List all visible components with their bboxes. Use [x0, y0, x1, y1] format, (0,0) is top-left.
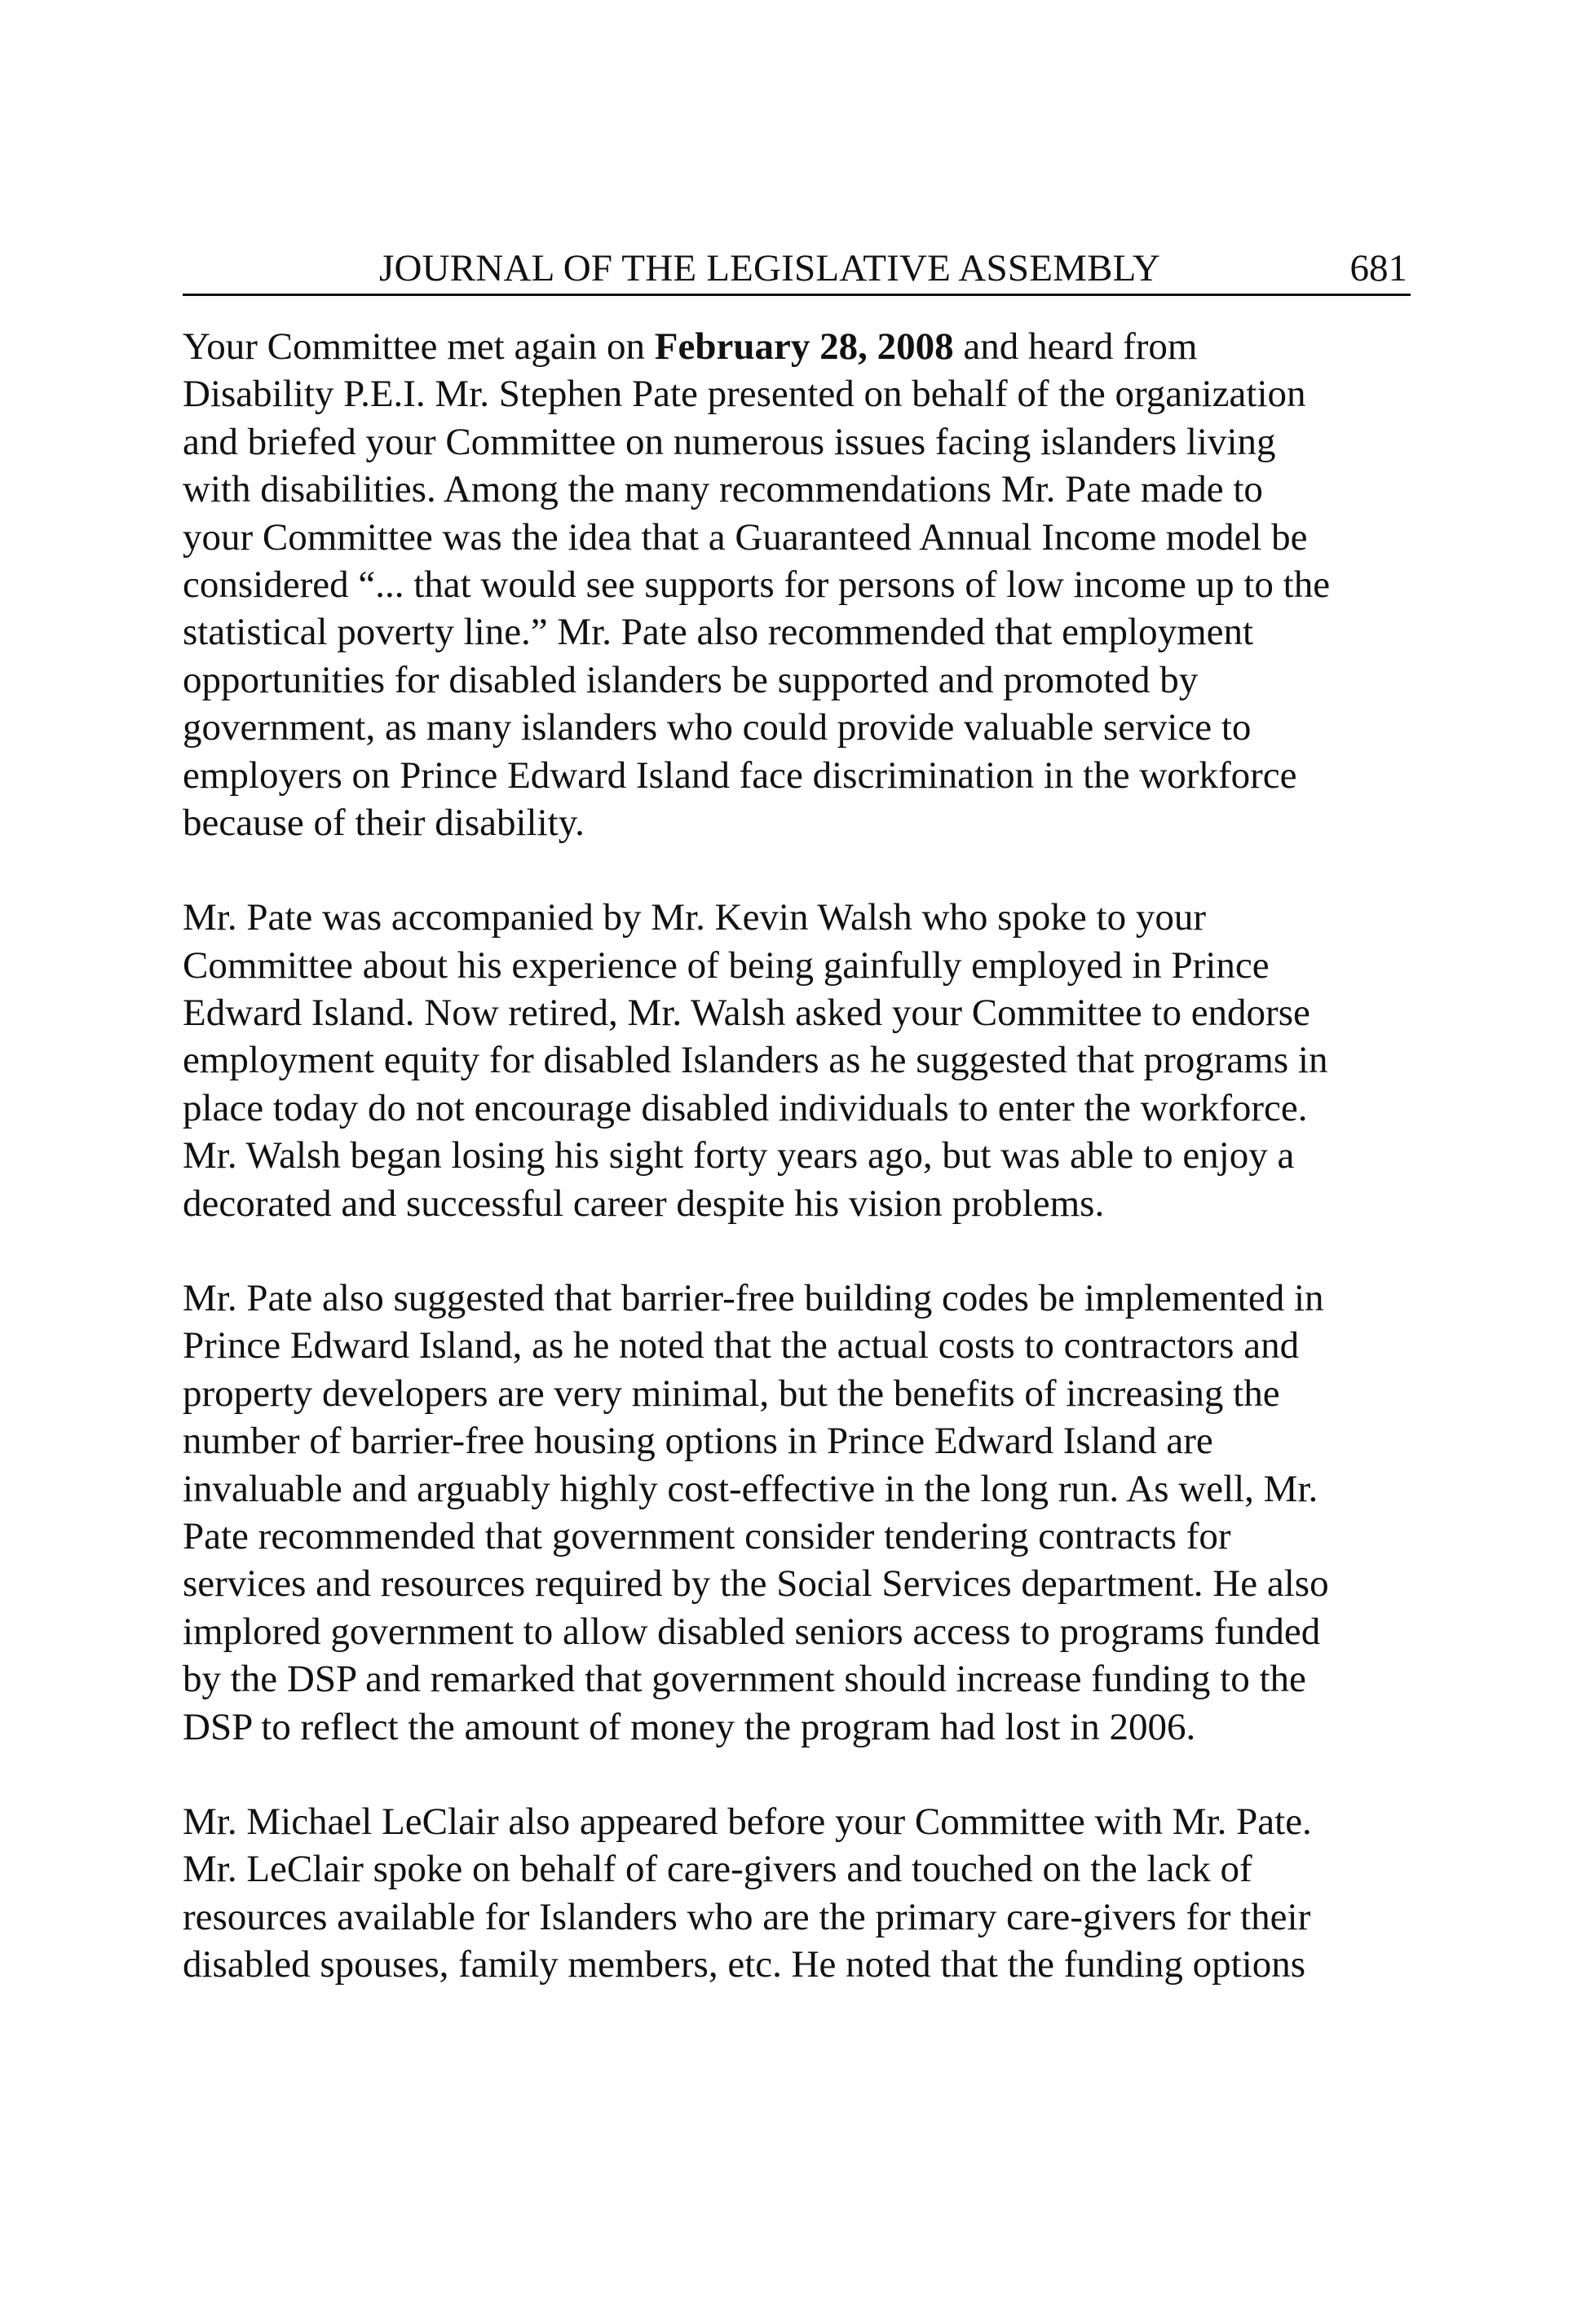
text-line: with disabilities. Among the many recommendations Mr. Pate made to	[183, 468, 1263, 511]
text-line: statistical poverty line.” Mr. Pate also recommended that employment	[183, 611, 1254, 654]
text-line: employment equity for disabled Islanders as he suggested that programs in	[183, 1039, 1328, 1082]
body-text	[183, 323, 1411, 2036]
text-line: considered “... that would see supports for persons of low income up to the	[183, 563, 1331, 606]
text-line: employers on Prince Edward Island face discrimination in the workforce	[183, 753, 1297, 797]
paragraph	[183, 894, 1411, 1227]
text-line: Mr. Pate was accompanied by Mr. Kevin Walsh who spoke to your	[183, 896, 1207, 939]
text-line: place today do not encourage disabled individuals to enter the workforce.	[183, 1086, 1308, 1129]
text-line: decorated and successful career despite his vision problems.	[183, 1182, 1105, 1225]
text-line: invaluable and arguably highly cost-effective in the long run. As well, Mr.	[183, 1467, 1318, 1510]
text-line: services and resources required by the Social Services department. He also	[183, 1562, 1329, 1606]
text-line: and briefed your Committee on numerous issues facing islanders living	[183, 420, 1276, 463]
text-line: property developers are very minimal, but the benefits of increasing the	[183, 1372, 1280, 1415]
journal-title: JOURNAL OF THE LEGISLATIVE ASSEMBLY	[379, 247, 1160, 289]
text-line: because of their disability.	[183, 801, 585, 844]
text-line: Edward Island. Now retired, Mr. Walsh asked your Committee to endorse	[183, 992, 1310, 1035]
text-line: Pate recommended that government consider tendering contracts for	[183, 1514, 1231, 1557]
text-line: Disability P.E.I. Mr. Stephen Pate presented on behalf of the organization	[183, 373, 1306, 416]
running-header	[183, 241, 1411, 296]
text-line: opportunities for disabled islanders be supported and promoted by	[183, 658, 1199, 701]
text-line: DSP to reflect the amount of money the program had lost in 2006.	[183, 1705, 1196, 1748]
text-line: implored government to allow disabled seniors access to programs funded	[183, 1610, 1321, 1653]
text-line: Your Committee met again on February 28, 2008 and heard from	[183, 325, 1198, 368]
text-line: your Committee was the idea that a Guaranteed Annual Income model be	[183, 515, 1308, 559]
text-line: by the DSP and remarked that government should increase funding to the	[183, 1658, 1306, 1701]
text-line: number of barrier-free housing options in Prince Edward Island are	[183, 1420, 1213, 1463]
text-line: Prince Edward Island, as he noted that the actual costs to contractors and	[183, 1324, 1300, 1367]
meeting-date: February 28, 2008	[654, 325, 954, 368]
text-line: government, as many islanders who could provide valuable service to	[183, 706, 1252, 749]
page-number: 681	[1349, 247, 1407, 289]
paragraph	[183, 323, 1411, 846]
text-line: resources available for Islanders who are the primary care-givers for their	[183, 1895, 1311, 1938]
paragraph	[183, 1275, 1411, 1751]
text-line: disabled spouses, family members, etc. He noted that the funding options	[183, 1943, 1306, 1986]
text-line: Mr. LeClair spoke on behalf of care-givers and touched on the lack of	[183, 1848, 1252, 1891]
text-line: Committee about his experience of being gainfully employed in Prince	[183, 943, 1270, 987]
text-line: Mr. Michael LeClair also appeared before your Committee with Mr. Pate.	[183, 1800, 1312, 1843]
paragraph	[183, 1798, 1411, 1989]
text-line: Mr. Walsh began losing his sight forty years ago, but was able to enjoy a	[183, 1134, 1295, 1177]
text-line: Mr. Pate also suggested that barrier-free building codes be implemented in	[183, 1277, 1324, 1320]
